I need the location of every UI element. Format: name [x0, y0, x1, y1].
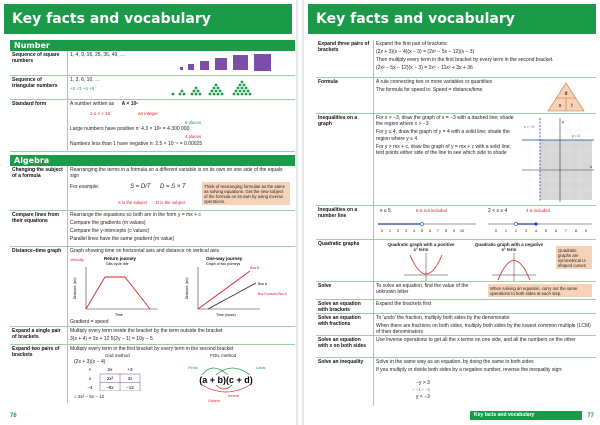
svg-text:s: s [558, 103, 562, 109]
grid-method-table [82, 365, 142, 391]
svg-text:Lasts: Lasts [256, 365, 266, 370]
svg-text:Return journey: Return journey [104, 256, 137, 261]
svg-text:2x: 2x [107, 367, 113, 372]
svg-text:t: t [571, 103, 573, 109]
svg-text:0: 0 [495, 229, 497, 233]
svg-text:6: 6 [429, 229, 431, 233]
svg-text:4: 4 [413, 229, 415, 233]
svg-text:One-way journey: One-way journey [206, 256, 243, 261]
row-expand-single: Expand a single pair of brackets Multiply every term inside the bracket by the term outside the bracket 3(x + 4) = 3x + 12 5(2y − 1) = 10y − 5 [10, 327, 295, 345]
svg-text:Distance (km): Distance (km) [73, 277, 77, 299]
svg-text:5: 5 [545, 229, 547, 233]
svg-text:Outers: Outers [208, 398, 221, 403]
inequality-graph [522, 118, 594, 202]
svg-text:Time (hours): Time (hours) [216, 313, 236, 317]
svg-text:8: 8 [575, 229, 577, 233]
svg-text:Firsts: Firsts [188, 365, 198, 370]
svg-text:x = −3: x = −3 [524, 125, 534, 129]
quadratic-curves [396, 253, 556, 281]
svg-text:y = 4: y = 4 [572, 134, 580, 138]
foil-method-diagram [170, 359, 280, 403]
distance-time-graphs [70, 255, 290, 317]
svg-text:5: 5 [421, 229, 423, 233]
svg-text:Velocity: Velocity [70, 257, 84, 262]
svg-text:9: 9 [453, 229, 455, 233]
svg-text:1: 1 [389, 229, 391, 233]
svg-text:0: 0 [381, 229, 383, 233]
row-expand-double: Expand two pairs of brackets Multiply every term in the first bracket by every term in the second bracket Grid method FOIL method (2x + 3)(x − 4) × 2x +3 x 2x² 3x −4 −8x −12 = 2x² − 5x − 12 (a + b)(c + d) Firsts Lasts Inners Outers [10, 345, 295, 403]
svg-text:3: 3 [405, 229, 407, 233]
square-dots-illustration [180, 54, 290, 74]
svg-text:10: 10 [460, 229, 464, 233]
svg-text:Inners: Inners [228, 393, 240, 398]
row-expand-three: Expand three pairs of brackets Expand the first pair of brackets: (2x + 3)(x − 4)(x − 3) = (2x² − 5x − 12)(x − 3) Then multiply every term in the first bracket by every term in the second bracket. (2x² − 5x − 12)(x − 3) = 2x³ − 11x² + 3x + 36 [316, 40, 596, 78]
section-number: Number [10, 40, 295, 51]
row-distance-time: Distance–time graph Graph showing time on horizontal axis and distance on vertical axis Return journey Gills cycle ride Velocity Distance (km) Time One-way journey Graph of two journeys Bus B Bus A Bus B passes Bus A Distance (km) Time (hours) Gradient = speed [10, 247, 295, 327]
svg-text:(a + b)(c + d): (a + b)(c + d) [199, 375, 253, 385]
row-compare-lines: Compare lines from their equations Rearrange the equations so both are in the form y = mx + c Compare the gradients (m values) Compare the y-intercepts (c values) Parallel lines have the same gradient (m value) [10, 211, 295, 247]
page-title-left: Key facts and vocabulary [4, 4, 292, 34]
svg-text:7: 7 [437, 229, 439, 233]
svg-text:6: 6 [555, 229, 557, 233]
tip-box: Think of rearranging formulae as the same as solving equations. Get the new subject of the formula on its own by using inverse operations. [202, 182, 290, 205]
row-inequalities-graph: Inequalities on a graph For x > −3, draw the graph of x = −3 with a dashed line; shade the region where x > −3 For y ≤ 4, draw the graph of y = 4 with a solid line; shade the region where y ≤ 4 For y > mx + c, draw the graph of y = mx + c with a solid line; test points either side of the line to see which side to shade x y x = −3 y = 4 [316, 114, 596, 206]
svg-text:Bus A: Bus A [258, 282, 268, 286]
svg-text:y: y [562, 119, 564, 124]
svg-text:1: 1 [505, 229, 507, 233]
row-quadratic-graphs: Quadratic graphs Quadratic graph with a positive x² term Quadratic graph with a negative x² term Quadratic graphs are symmetrical U-shaped curves [316, 240, 596, 282]
row-formula: Formula A rule connecting two or more variables or quantities The formula for speed is: Speed = distance/time d s t [316, 78, 596, 114]
svg-text:2: 2 [397, 229, 399, 233]
row-solve-fractions: Solve an equation with fractions To 'undo' the fraction, multiply both sides by the denominator When there are fractions on both sides, multiply both sides by the lowest common multiple (LCM) of their denominators [316, 314, 596, 336]
row-standard-form: Standard form A number written as A × 10ⁿ 1 ≤ A < 10 an integer 6 places Large numbers have positive n: 4.3 × 10⁶ = 4 300 000 4 places Numbers less than 1 have negative n: 2.5 × 10⁻⁴ = 0.00025 [10, 100, 295, 152]
svg-text:3x: 3x [127, 376, 133, 381]
row-inequalities-number-line: Inequalities on a number line x ≤ 5 5 is not included 2 < x ≤ 4 4 is included 0 1 2 3 4 5 6 7 8 9 10 0 1 2 3 4 5 6 7 8 9 [316, 206, 596, 240]
triangle-dots-illustration [170, 78, 290, 98]
svg-text:Gills cycle ride: Gills cycle ride [106, 262, 129, 266]
svg-text:−12: −12 [126, 385, 134, 390]
svg-text:Graph of two journeys: Graph of two journeys [206, 262, 241, 266]
page-title-right: Key facts and vocabulary [308, 4, 596, 34]
row-triangular-numbers: Sequence of triangular numbers 1, 3, 6, 10, … +2 +3 +4 +5 [10, 76, 295, 100]
number-lines [376, 218, 594, 238]
row-changing-subject: Changing the subject of a formula Rearranging the terms in a formula so a different variable is on its own on one side of the equals sign For example: S = D/T D = S × T S is the subject D is the subject Think of rearranging formulae as the same as solving equations. Get the new subject of the formula on its own by using inverse operations. [10, 166, 295, 211]
row-solve: Solve To solve an equation, find the value of the unknown letter When solving an equation, carry out the same operations to both sides at each step. [316, 282, 596, 300]
footer-title: Key facts and vocabulary [470, 411, 582, 420]
section-algebra: Algebra [10, 155, 295, 166]
svg-text:7: 7 [565, 229, 567, 233]
svg-text:×: × [88, 367, 92, 372]
book-gutter [296, 0, 304, 425]
svg-text:+3: +3 [127, 367, 133, 372]
svg-text:d: d [564, 91, 568, 97]
quadratic-tip: Quadratic graphs are symmetrical U-shaped curves [556, 246, 592, 269]
svg-text:9: 9 [585, 229, 587, 233]
svg-text:−4: −4 [87, 385, 93, 390]
svg-text:−8x: −8x [106, 385, 114, 390]
row-solve-inequality: Solve an inequality Solve in the same way as an equation, by doing the same to both sides If you multiply or divide both sides by a negative number, reverse the inequality sign: −y > 3 ÷ −1 ÷ −1 y < −3 [318, 359, 563, 400]
svg-text:Distance (km): Distance (km) [185, 277, 189, 299]
svg-text:Bus B passes Bus A: Bus B passes Bus A [258, 292, 287, 296]
svg-text:2: 2 [515, 229, 517, 233]
svg-text:4: 4 [535, 229, 537, 233]
svg-text:2x²: 2x² [106, 376, 114, 381]
svg-text:3: 3 [525, 229, 527, 233]
row-solve-x-both-sides: Solve an equation with x on both sides Use inverse operations to get all the x terms on one side, and all the numbers on the other [316, 336, 596, 358]
page-number-right: 77 [587, 413, 594, 419]
solve-tip: When solving an equation, carry out the same operations to both sides at each step. [488, 284, 592, 297]
row-square-numbers: Sequence of square numbers 1, 4, 9, 16, 25, 36, 49, … [10, 51, 295, 76]
svg-text:Time: Time [115, 313, 123, 317]
svg-text:x: x [88, 376, 92, 381]
left-page [0, 0, 296, 425]
formula-triangle [546, 82, 586, 112]
row-solve-brackets: Solve an equation with brackets Expand the brackets first [316, 300, 596, 314]
right-page [304, 0, 600, 425]
svg-text:8: 8 [445, 229, 447, 233]
svg-text:x: x [590, 164, 592, 169]
svg-text:Bus B: Bus B [250, 266, 260, 270]
page-number-left: 76 [10, 413, 17, 419]
